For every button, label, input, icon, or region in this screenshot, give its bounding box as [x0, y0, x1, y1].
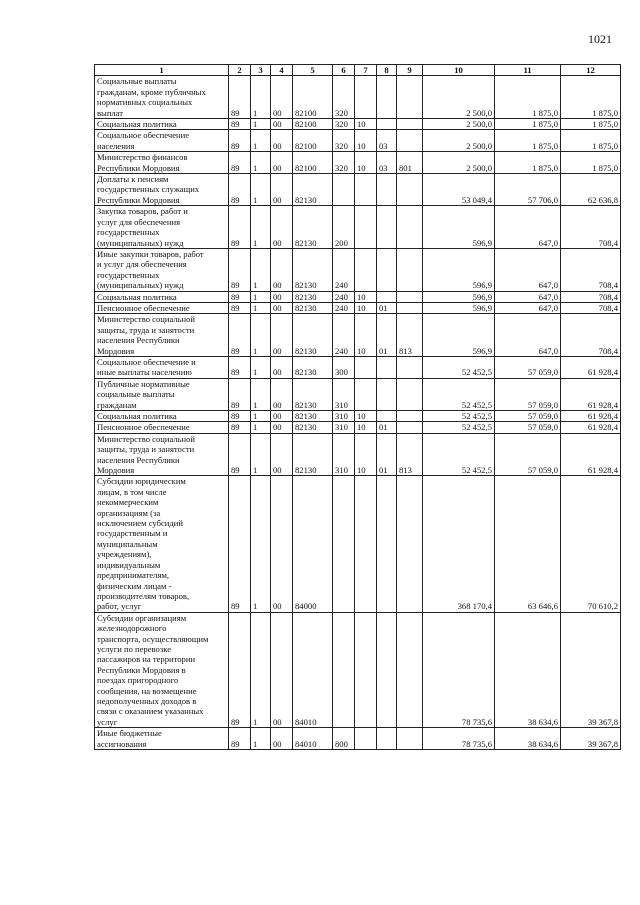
code-cell: 00 [271, 422, 293, 433]
code-cell: 1 [251, 356, 271, 378]
table-row [95, 411, 621, 422]
code-cell: 300 [333, 356, 355, 378]
code-cell: 01 [377, 422, 397, 433]
code-cell: 00 [271, 248, 293, 291]
code-cell: 00 [271, 206, 293, 249]
code-cell: 00 [271, 356, 293, 378]
code-cell: 00 [271, 174, 293, 206]
code-cell: 1 [251, 130, 271, 152]
code-cell [397, 422, 423, 433]
code-cell: 00 [271, 130, 293, 152]
amount-cell: 1 875,0 [495, 152, 561, 174]
table-row [95, 130, 621, 152]
table-row [95, 174, 621, 206]
row-name-cell: Пенсионное обеспечение [95, 422, 229, 433]
code-cell: 01 [377, 433, 397, 476]
code-cell: 1 [251, 174, 271, 206]
amount-cell: 78 735,6 [423, 612, 495, 727]
code-cell: 82100 [293, 119, 333, 130]
amount-cell: 647,0 [495, 302, 561, 313]
row-name-cell: Иные закупки товаров, работ и услуг для обеспечения государственных (муниципальных) нужд [95, 248, 229, 291]
code-cell: 10 [355, 119, 377, 130]
code-cell [355, 174, 377, 206]
code-cell: 03 [377, 152, 397, 174]
code-cell [397, 612, 423, 727]
code-cell [397, 248, 423, 291]
code-cell [377, 476, 397, 612]
code-cell: 89 [229, 76, 251, 119]
amount-cell: 61 928,4 [561, 433, 621, 476]
row-name-cell: Министерство финансов Республики Мордовия [95, 152, 229, 174]
amount-cell: 62 636,8 [561, 174, 621, 206]
code-cell: 801 [397, 152, 423, 174]
code-cell [377, 174, 397, 206]
header-cell: 9 [397, 65, 423, 76]
code-cell [333, 476, 355, 612]
amount-cell: 61 928,4 [561, 378, 621, 410]
code-cell [397, 76, 423, 119]
code-cell [355, 728, 377, 750]
code-cell: 1 [251, 152, 271, 174]
amount-cell: 1 875,0 [495, 76, 561, 119]
code-cell: 10 [355, 314, 377, 357]
table-row [95, 378, 621, 410]
code-cell: 320 [333, 130, 355, 152]
code-cell [333, 612, 355, 727]
amount-cell: 61 928,4 [561, 422, 621, 433]
code-cell: 1 [251, 728, 271, 750]
header-cell: 10 [423, 65, 495, 76]
code-cell [355, 248, 377, 291]
amount-cell: 52 452,5 [423, 411, 495, 422]
code-cell: 82130 [293, 248, 333, 291]
page-number: 1021 [588, 32, 612, 46]
code-cell [355, 356, 377, 378]
code-cell: 10 [355, 302, 377, 313]
code-cell: 89 [229, 206, 251, 249]
code-cell: 310 [333, 433, 355, 476]
amount-cell: 2 500,0 [423, 76, 495, 119]
code-cell: 00 [271, 76, 293, 119]
code-cell: 1 [251, 411, 271, 422]
table-row [95, 422, 621, 433]
header-cell: 8 [377, 65, 397, 76]
table-row [95, 612, 621, 727]
header-cell: 7 [355, 65, 377, 76]
code-cell: 10 [355, 130, 377, 152]
amount-cell: 2 500,0 [423, 130, 495, 152]
budget-table [94, 64, 621, 750]
amount-cell: 52 452,5 [423, 356, 495, 378]
code-cell: 240 [333, 248, 355, 291]
code-cell: 1 [251, 612, 271, 727]
amount-cell: 57 059,0 [495, 433, 561, 476]
header-cell: 2 [229, 65, 251, 76]
amount-cell: 596,9 [423, 248, 495, 291]
table-row [95, 476, 621, 612]
table-row [95, 433, 621, 476]
code-cell: 89 [229, 728, 251, 750]
code-cell: 1 [251, 302, 271, 313]
code-cell: 240 [333, 291, 355, 302]
code-cell: 82130 [293, 206, 333, 249]
row-name-cell: Публичные нормативные социальные выплаты гражданам [95, 378, 229, 410]
code-cell: 82130 [293, 378, 333, 410]
code-cell: 00 [271, 728, 293, 750]
code-cell [377, 378, 397, 410]
code-cell: 89 [229, 119, 251, 130]
code-cell: 00 [271, 314, 293, 357]
code-cell [397, 130, 423, 152]
amount-cell: 78 735,6 [423, 728, 495, 750]
amount-cell: 647,0 [495, 206, 561, 249]
code-cell: 310 [333, 378, 355, 410]
code-cell: 1 [251, 433, 271, 476]
amount-cell: 1 875,0 [495, 119, 561, 130]
code-cell: 82130 [293, 302, 333, 313]
amount-cell: 596,9 [423, 302, 495, 313]
amount-cell: 1 875,0 [561, 130, 621, 152]
code-cell: 89 [229, 612, 251, 727]
code-cell: 00 [271, 152, 293, 174]
amount-cell: 2 500,0 [423, 152, 495, 174]
code-cell: 1 [251, 314, 271, 357]
table-row [95, 728, 621, 750]
code-cell: 1 [251, 76, 271, 119]
amount-cell: 1 875,0 [495, 130, 561, 152]
code-cell [397, 291, 423, 302]
code-cell: 310 [333, 411, 355, 422]
code-cell [397, 411, 423, 422]
code-cell: 82130 [293, 411, 333, 422]
code-cell: 89 [229, 422, 251, 433]
code-cell: 89 [229, 130, 251, 152]
amount-cell: 708,4 [561, 291, 621, 302]
code-cell: 00 [271, 612, 293, 727]
row-name-cell: Министерство социальной защиты, труда и занятости населения Республики Мордовия [95, 314, 229, 357]
amount-cell: 596,9 [423, 291, 495, 302]
code-cell [397, 119, 423, 130]
row-name-cell: Субсидии организациям железнодорожного транспорта, осуществляющим услуги по перевозке пассажиров на территории Республики Мордовия в поездах пригородного сообщения, на возмещение недополученных доходов в связи с оказанием указанных услуг [95, 612, 229, 727]
code-cell: 89 [229, 476, 251, 612]
header-cell: 11 [495, 65, 561, 76]
header-cell: 6 [333, 65, 355, 76]
code-cell: 1 [251, 476, 271, 612]
code-cell [377, 291, 397, 302]
code-cell [397, 206, 423, 249]
code-cell: 1 [251, 206, 271, 249]
table-row [95, 291, 621, 302]
amount-cell: 1 875,0 [561, 152, 621, 174]
code-cell: 1 [251, 378, 271, 410]
code-cell [377, 76, 397, 119]
amount-cell: 647,0 [495, 291, 561, 302]
amount-cell: 39 367,8 [561, 612, 621, 727]
amount-cell: 63 646,6 [495, 476, 561, 612]
code-cell: 00 [271, 476, 293, 612]
code-cell: 89 [229, 314, 251, 357]
code-cell [397, 356, 423, 378]
table-row [95, 356, 621, 378]
code-cell: 240 [333, 302, 355, 313]
code-cell: 10 [355, 422, 377, 433]
header-cell: 4 [271, 65, 293, 76]
amount-cell: 61 928,4 [561, 356, 621, 378]
row-name-cell: Иные бюджетные ассигнования [95, 728, 229, 750]
code-cell: 89 [229, 302, 251, 313]
amount-cell: 39 367,8 [561, 728, 621, 750]
code-cell [377, 612, 397, 727]
table-row [95, 152, 621, 174]
row-name-cell: Социальное обеспечение и иные выплаты населению [95, 356, 229, 378]
code-cell: 00 [271, 378, 293, 410]
code-cell [377, 248, 397, 291]
code-cell: 00 [271, 302, 293, 313]
code-cell: 82100 [293, 130, 333, 152]
amount-cell: 38 634,6 [495, 728, 561, 750]
row-name-cell: Доплаты к пенсиям государственных служащих Республики Мордовия [95, 174, 229, 206]
table-row [95, 76, 621, 119]
code-cell: 00 [271, 119, 293, 130]
code-cell [377, 119, 397, 130]
code-cell [355, 76, 377, 119]
code-cell: 82100 [293, 76, 333, 119]
code-cell: 89 [229, 378, 251, 410]
code-cell [397, 728, 423, 750]
table-row [95, 314, 621, 357]
code-cell: 89 [229, 248, 251, 291]
amount-cell: 53 049,4 [423, 174, 495, 206]
table-row [95, 248, 621, 291]
code-cell: 82130 [293, 174, 333, 206]
code-cell: 82100 [293, 152, 333, 174]
amount-cell: 52 452,5 [423, 422, 495, 433]
amount-cell: 57 059,0 [495, 422, 561, 433]
amount-cell: 708,4 [561, 302, 621, 313]
code-cell [397, 174, 423, 206]
row-name-cell: Социальная политика [95, 291, 229, 302]
code-cell: 10 [355, 411, 377, 422]
code-cell: 320 [333, 119, 355, 130]
code-cell: 89 [229, 356, 251, 378]
code-cell: 82130 [293, 422, 333, 433]
code-cell: 82130 [293, 356, 333, 378]
code-cell [355, 378, 377, 410]
row-name-cell: Пенсионное обеспечение [95, 302, 229, 313]
amount-cell: 61 928,4 [561, 411, 621, 422]
header-cell: 5 [293, 65, 333, 76]
table-row [95, 206, 621, 249]
amount-cell: 70 610,2 [561, 476, 621, 612]
row-name-cell: Социальные выплаты гражданам, кроме публичных нормативных социальных выплат [95, 76, 229, 119]
code-cell [377, 728, 397, 750]
code-cell: 00 [271, 433, 293, 476]
code-cell [355, 612, 377, 727]
amount-cell: 708,4 [561, 206, 621, 249]
code-cell: 82130 [293, 433, 333, 476]
code-cell [377, 411, 397, 422]
code-cell: 89 [229, 152, 251, 174]
code-cell: 813 [397, 433, 423, 476]
code-cell: 10 [355, 152, 377, 174]
row-name-cell: Министерство социальной защиты, труда и занятости населения Республики Мордовия [95, 433, 229, 476]
amount-cell: 596,9 [423, 314, 495, 357]
header-cell: 1 [95, 65, 229, 76]
code-cell: 84010 [293, 612, 333, 727]
header-cell: 3 [251, 65, 271, 76]
code-cell: 200 [333, 206, 355, 249]
code-cell: 240 [333, 314, 355, 357]
amount-cell: 647,0 [495, 248, 561, 291]
header-row [95, 65, 621, 76]
row-name-cell: Социальная политика [95, 411, 229, 422]
code-cell: 89 [229, 433, 251, 476]
code-cell: 01 [377, 302, 397, 313]
table-row [95, 119, 621, 130]
row-name-cell: Социальная политика [95, 119, 229, 130]
code-cell: 00 [271, 291, 293, 302]
code-cell: 800 [333, 728, 355, 750]
amount-cell: 368 170,4 [423, 476, 495, 612]
code-cell: 1 [251, 291, 271, 302]
amount-cell: 1 875,0 [561, 119, 621, 130]
code-cell: 10 [355, 433, 377, 476]
code-cell [355, 206, 377, 249]
amount-cell: 57 706,0 [495, 174, 561, 206]
amount-cell: 57 059,0 [495, 411, 561, 422]
header-cell: 12 [561, 65, 621, 76]
amount-cell: 57 059,0 [495, 356, 561, 378]
code-cell [397, 378, 423, 410]
row-name-cell: Закупка товаров, работ и услуг для обеспечения государственных (муниципальных) нужд [95, 206, 229, 249]
code-cell: 1 [251, 422, 271, 433]
amount-cell: 1 875,0 [561, 76, 621, 119]
amount-cell: 596,9 [423, 206, 495, 249]
amount-cell: 52 452,5 [423, 433, 495, 476]
code-cell [397, 302, 423, 313]
code-cell: 320 [333, 152, 355, 174]
row-name-cell: Социальное обеспечение населения [95, 130, 229, 152]
code-cell [333, 174, 355, 206]
code-cell: 84010 [293, 728, 333, 750]
code-cell: 310 [333, 422, 355, 433]
code-cell: 813 [397, 314, 423, 357]
code-cell: 89 [229, 411, 251, 422]
code-cell [377, 356, 397, 378]
amount-cell: 52 452,5 [423, 378, 495, 410]
code-cell: 1 [251, 119, 271, 130]
code-cell: 10 [355, 291, 377, 302]
table-body [95, 76, 621, 750]
table-row [95, 302, 621, 313]
amount-cell: 2 500,0 [423, 119, 495, 130]
code-cell [377, 206, 397, 249]
code-cell: 01 [377, 314, 397, 357]
code-cell: 89 [229, 174, 251, 206]
code-cell: 82130 [293, 314, 333, 357]
code-cell: 82130 [293, 291, 333, 302]
amount-cell: 57 059,0 [495, 378, 561, 410]
amount-cell: 708,4 [561, 248, 621, 291]
amount-cell: 38 634,6 [495, 612, 561, 727]
row-name-cell: Субсидии юридическим лицам, в том числе некоммерческим организациям (за исключением субсидий государственным и муниципальным учреждениям), индивидуальным предпринимателям, физическим лицам - производителям товаров, работ, услуг [95, 476, 229, 612]
code-cell: 1 [251, 248, 271, 291]
code-cell: 00 [271, 411, 293, 422]
amount-cell: 708,4 [561, 314, 621, 357]
code-cell: 89 [229, 291, 251, 302]
code-cell: 84000 [293, 476, 333, 612]
code-cell: 320 [333, 76, 355, 119]
code-cell [355, 476, 377, 612]
amount-cell: 647,0 [495, 314, 561, 357]
code-cell [397, 476, 423, 612]
code-cell: 03 [377, 130, 397, 152]
